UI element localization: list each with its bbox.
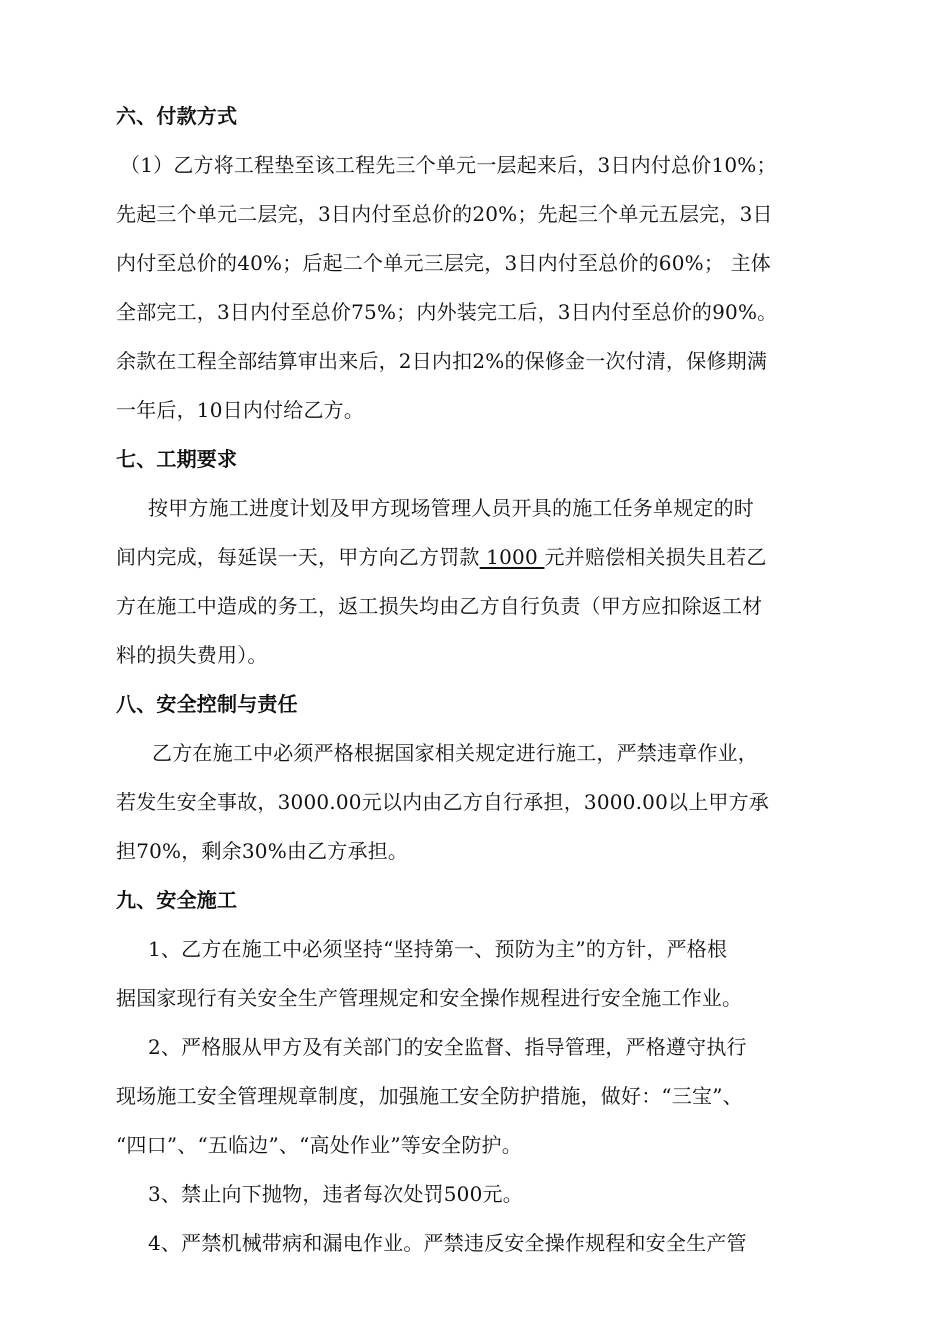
safety-control-line-2: 若发生安全事故，3000.00元以内由乙方自行承担，3000.00以上甲方承 [116,790,770,814]
section-heading-schedule: 七、工期要求 [116,447,238,471]
payment-line-6: 一年后，10日内付给乙方。 [116,398,365,422]
schedule-line-4: 料的损失费用）。 [116,643,268,667]
safety-control-line-1: 乙方在施工中必须严格根据国家相关规定进行施工，严禁违章作业， [152,741,758,765]
safe-construction-line-1: 1、乙方在施工中必须坚持“坚持第一、预防为主”的方针，严格根 [148,937,728,961]
payment-line-3: 内付至总价的40%；后起二个单元三层完，3日内付至总价的60%； 主体 [116,251,771,275]
schedule-line-1: 按甲方施工进度计划及甲方现场管理人员开具的施工任务单规定的时 [148,496,754,520]
section-heading-safety-control: 八、安全控制与责任 [116,692,298,716]
section-heading-payment: 六、付款方式 [116,104,238,128]
schedule-line-3: 方在施工中造成的务工，返工损失均由乙方自行负责（甲方应扣除返工材 [116,594,763,618]
safe-construction-line-6: 3、禁止向下抛物，违者每次处罚500元。 [148,1182,523,1206]
schedule-line-2-pre: 间内完成，每延误一天，甲方向乙方罚款 [116,545,480,569]
penalty-amount: 1000 [479,545,545,569]
payment-line-4: 全部完工，3日内付至总价75%；内外装完工后，3日内付至总价的90%。 [116,300,778,324]
safe-construction-line-2: 据国家现行有关安全生产管理规定和安全操作规程进行安全施工作业。 [116,986,743,1010]
safe-construction-line-5: “四口”、“五临边”、“高处作业”等安全防护。 [116,1133,522,1157]
schedule-line-2-post: 元并赔偿相关损失且若乙 [544,545,767,569]
payment-line-2: 先起三个单元二层完，3日内付至总价的20%；先起三个单元五层完，3日 [116,202,773,226]
safety-control-line-3: 担70%，剩余30%由乙方承担。 [116,839,409,863]
document-page [116,92,836,1268]
safe-construction-line-3: 2、严格服从甲方及有关部门的安全监督、指导管理，严格遵守执行 [148,1035,747,1059]
payment-line-5: 余款在工程全部结算审出来后，2日内扣2%的保修金一次付清，保修期满 [116,349,768,373]
section-heading-safe-construction: 九、安全施工 [116,888,238,912]
safe-construction-line-7: 4、严禁机械带病和漏电作业。严禁违反安全操作规程和安全生产管 [148,1231,747,1255]
schedule-line-2 [116,533,836,582]
safe-construction-line-4: 现场施工安全管理规章制度，加强施工安全防护措施，做好：“三宝”、 [116,1084,743,1108]
payment-line-1: （1）乙方将工程垫至该工程先三个单元一层起来后，3日内付总价10%； [120,153,777,177]
